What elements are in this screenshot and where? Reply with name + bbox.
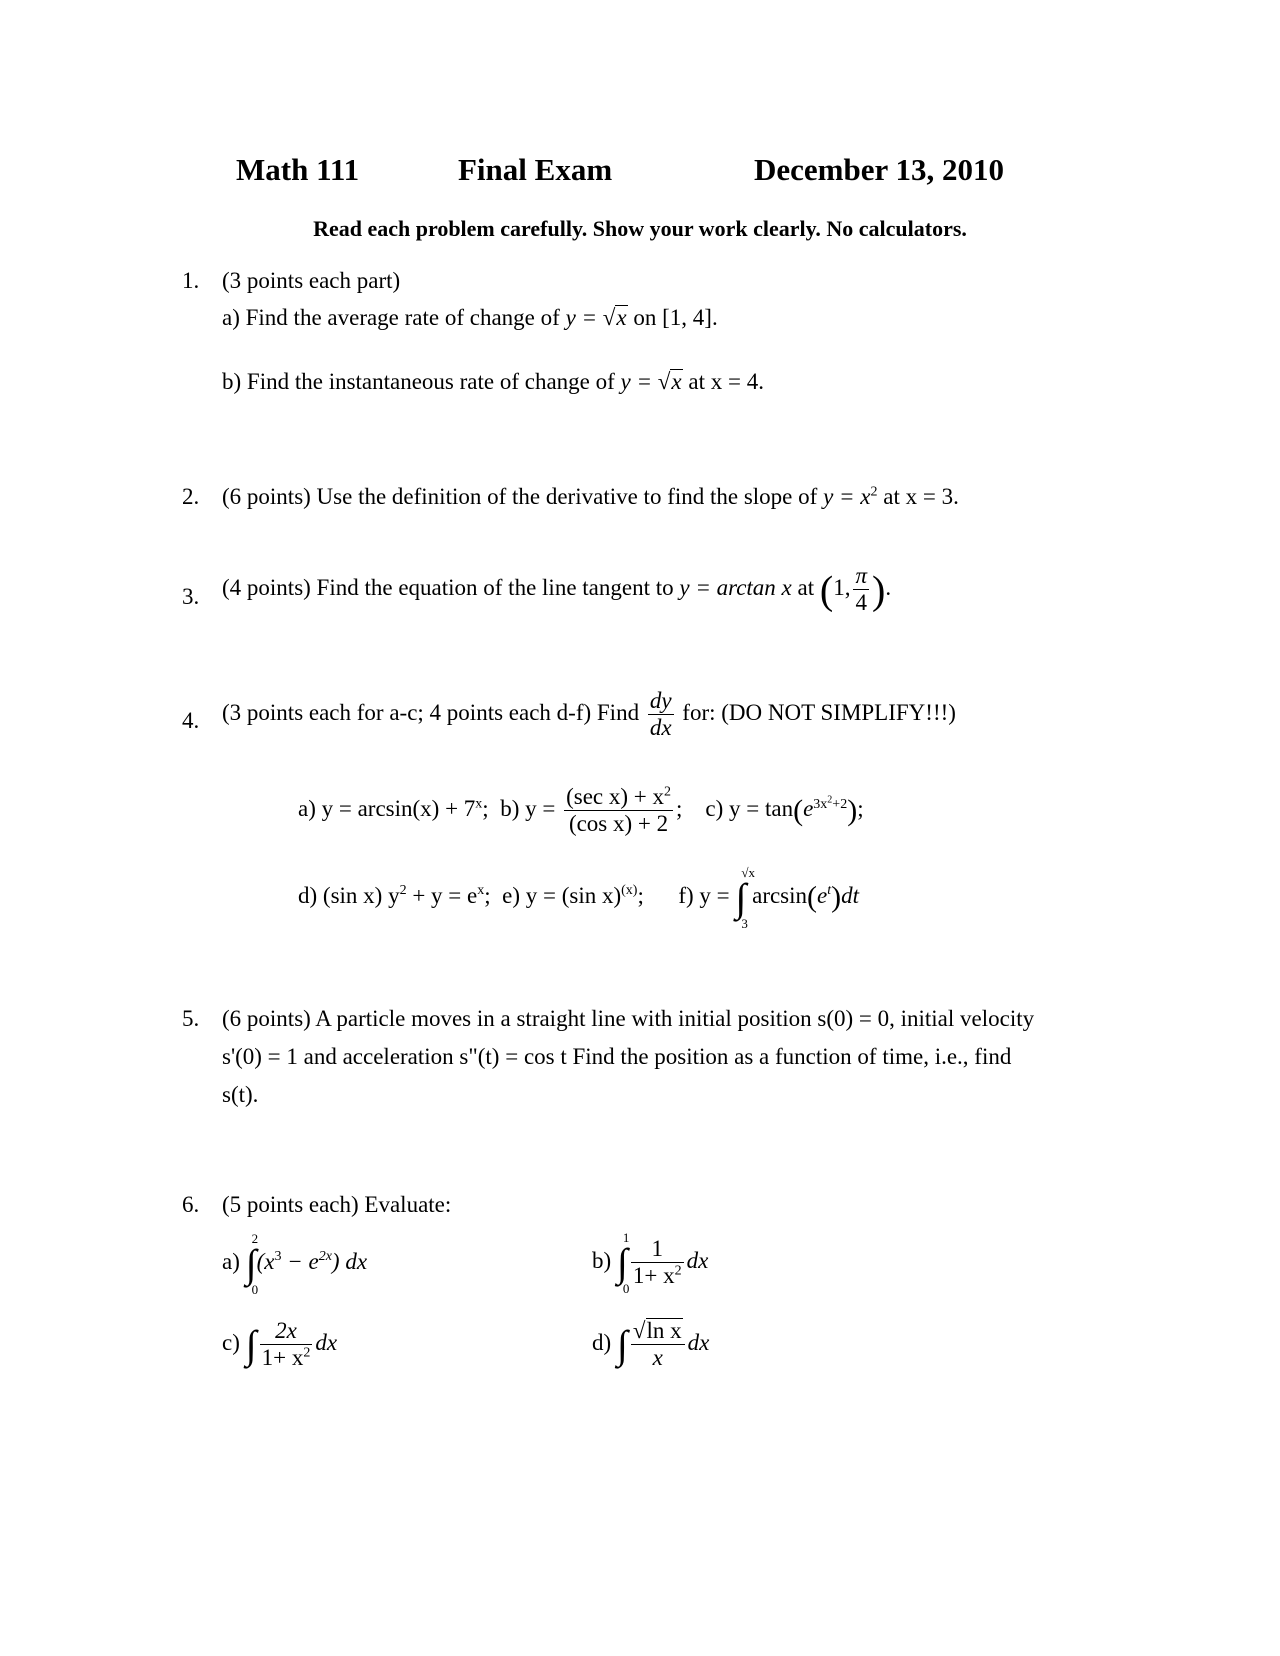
- problem-1-points: (3 points each part): [222, 268, 401, 293]
- problem-4f-upper: √x: [741, 865, 756, 880]
- problem-6b-tail: dx: [686, 1248, 709, 1274]
- problem-6a-body: (x: [256, 1248, 275, 1274]
- problem-6d-den: x: [631, 1344, 685, 1371]
- problem-1b: b) Find the instantaneous rate of change of y = √x at x = 4.: [222, 369, 764, 394]
- problem-4a-sep: ;: [482, 796, 489, 822]
- problem-4e-label: e) y = (sin x): [502, 882, 622, 908]
- problem-4b-den: (cos x) + 2: [564, 810, 673, 837]
- problem-4c-exp2: 2: [827, 793, 833, 805]
- problem-2-func: y = x: [823, 484, 871, 509]
- problem-1b-sqrt-arg: x: [671, 369, 682, 394]
- problem-6c-fraction: [260, 1318, 313, 1372]
- problem-6d-label: d): [592, 1330, 612, 1356]
- problem-2-number: 2.: [182, 484, 200, 509]
- problem-6-number: 6.: [182, 1192, 200, 1217]
- problem-4-number: 4.: [182, 708, 200, 733]
- problem-4b-num-exp: 2: [664, 784, 671, 800]
- problem-4e-exp: (x): [621, 883, 638, 899]
- problem-6d-integral: ∫: [616, 1322, 628, 1368]
- problem-6a-exp: 3: [274, 1249, 282, 1265]
- problem-4c-label: c) y = tan: [705, 796, 794, 822]
- problem-3-at: at: [791, 575, 820, 601]
- problem-2-tail: at x = 3.: [877, 484, 959, 509]
- problem-6d-tail: dx: [687, 1330, 710, 1356]
- problem-4f-inner-exp: t: [827, 883, 832, 899]
- problem-6b-upper: 1: [622, 1230, 630, 1246]
- problem-5-number: 5.: [182, 1006, 200, 1031]
- problem-6b-den: 1+ x: [632, 1263, 675, 1289]
- problem-6c-num: 2x: [275, 1318, 297, 1343]
- problem-6c-integral: ∫: [245, 1322, 257, 1368]
- problem-1a: a) Find the average rate of change of y = √x on [1, 4].: [222, 305, 718, 330]
- problem-4-dy: dy: [649, 688, 672, 713]
- problem-4b-fraction: [564, 784, 673, 838]
- problem-4d-exp: 2: [399, 883, 407, 899]
- instructions: Read each problem carefully. Show your work clearly. No calculators.: [313, 216, 967, 241]
- problem-1a-text: a) Find the average rate of change of: [222, 305, 560, 330]
- problem-4f-label: f) y =: [678, 882, 730, 908]
- problem-4c-sep: ;: [857, 796, 864, 822]
- problem-4c-base: e: [803, 796, 814, 822]
- problem-1b-tail: at x = 4.: [682, 369, 764, 394]
- problem-6a: [222, 1231, 368, 1297]
- problem-5-line-3: s(t).: [222, 1082, 259, 1107]
- problem-3-tail: .: [885, 575, 892, 601]
- exam-title: Final Exam: [458, 152, 613, 187]
- problem-4c-exp3: +2: [832, 796, 848, 812]
- problem-3-point-num: π: [855, 563, 867, 588]
- problem-6b-label: b): [592, 1248, 612, 1274]
- problem-6d-num-arg: ln x: [646, 1318, 682, 1343]
- exam-date: December 13, 2010: [754, 152, 1004, 187]
- problem-4-dydx: [648, 688, 674, 742]
- problem-4f-body: arcsin: [752, 882, 808, 908]
- problem-4: [222, 688, 956, 742]
- problem-4-tail: for: (DO NOT SIMPLIFY!!!): [682, 700, 956, 726]
- problem-2-text: (6 points) Use the definition of the derivative to find the slope of: [222, 484, 818, 509]
- problem-3-fraction: [853, 563, 869, 617]
- problem-3: (4 points) Find the equation of the line tangent to y = arctan x at (1, $\frac{\pi}{4}$ ).: [222, 563, 892, 616]
- problem-3-point-x: 1,: [833, 575, 851, 601]
- problem-6c-label: c): [222, 1330, 240, 1356]
- problem-6b-lower: 0: [622, 1281, 630, 1297]
- course-title: Math 111: [236, 152, 360, 187]
- problem-4b-num: (sec x) + x: [566, 784, 664, 809]
- problem-6a-integral: ∫ 2 0: [245, 1231, 259, 1297]
- problem-4f-lower: 3: [741, 916, 748, 931]
- problem-6b: [592, 1230, 709, 1297]
- problem-6a-mid: − e: [281, 1248, 319, 1274]
- problem-4b-sep: ;: [676, 796, 683, 822]
- problem-4d: d) (sin x) y: [298, 882, 400, 908]
- problem-1-number: 1.: [182, 268, 200, 293]
- problem-6a-label: a): [222, 1248, 240, 1274]
- problem-6b-num: 1: [651, 1236, 663, 1261]
- problem-6c-tail: dx: [315, 1330, 338, 1356]
- problem-4d-sep: ;: [484, 882, 491, 908]
- problem-6a-lower: 0: [251, 1282, 259, 1297]
- problem-6d-fraction: $\frac{\text{√ln x}}{x}$: [631, 1318, 685, 1372]
- problem-5-line-1: (6 points) A particle moves in a straight line with initial position s(0) = 0, initial velocity: [222, 1006, 1035, 1031]
- problem-5-line-2: s'(0) = 1 and acceleration s"(t) = cos t Find the position as a function of time, i.e., find: [222, 1044, 1012, 1069]
- problem-3-number: 3.: [182, 584, 200, 609]
- problem-4-text: (3 points each for a-c; 4 points each d-f) Find: [222, 700, 640, 726]
- problem-6c-den: 1+ x: [261, 1345, 304, 1371]
- problem-4f-integral: ∫ √x 3: [735, 865, 756, 931]
- problem-4c-exp: 3x: [813, 796, 828, 812]
- problem-3-func: y = arctan x: [679, 575, 792, 601]
- problem-4f-dt: dt: [841, 882, 860, 908]
- problem-6b-den-exp: 2: [674, 1263, 682, 1279]
- problem-1b-text: b) Find the instantaneous rate of change of: [222, 369, 615, 394]
- problem-2: [222, 484, 959, 510]
- problem-6b-integral: ∫ 1 0: [616, 1230, 630, 1297]
- problem-6a-upper: 2: [251, 1231, 259, 1246]
- problem-4f-inner: e: [817, 882, 828, 908]
- problem-6b-fraction: [631, 1236, 684, 1290]
- problem-4d-exp2: x: [477, 883, 485, 899]
- problem-1a-sqrt-arg: x: [616, 305, 627, 330]
- problem-6-text: (5 points each) Evaluate:: [222, 1192, 452, 1217]
- problem-4e-sep: ;: [637, 882, 644, 908]
- problem-4d-mid: + y = e: [406, 882, 478, 908]
- problem-3-text: (4 points) Find the equation of the line tangent to: [222, 575, 674, 601]
- problem-4-row-2: d) (sin x) $y^2 + y = e^x$; e) y = (sin x)$^{(x)}$; f) y = ∫ √x 3 $\arcsin(e^t)dt$: [298, 865, 860, 931]
- problem-2-exp: 2: [870, 484, 878, 500]
- problem-4-dx: dx: [649, 715, 672, 741]
- problem-6a-tail: ) dx: [331, 1248, 368, 1274]
- problem-6a-exp2: 2x: [318, 1249, 332, 1265]
- problem-3-point-den: 4: [853, 589, 869, 616]
- problem-4-row-1: a) $y = \arcsin(x) + 7^x$; b) y = $\frac{(\sec x) + x^2}{\text{(cos x) + 2}}$ ; c) $y = \tan(e^{3x^2+2})$;: [298, 784, 864, 837]
- problem-6c: [222, 1318, 337, 1372]
- problem-1b-func: y =: [620, 369, 658, 394]
- problem-6d: [592, 1318, 709, 1372]
- problem-6c-den-exp: 2: [303, 1345, 311, 1361]
- problem-1a-tail: on [1, 4].: [627, 305, 718, 330]
- problem-4a: a) y = arcsin(x) + 7: [298, 796, 476, 822]
- problem-4b-label: b) y =: [500, 796, 556, 822]
- problem-4a-exp: x: [475, 796, 483, 812]
- problem-1a-func: y =: [565, 305, 603, 330]
